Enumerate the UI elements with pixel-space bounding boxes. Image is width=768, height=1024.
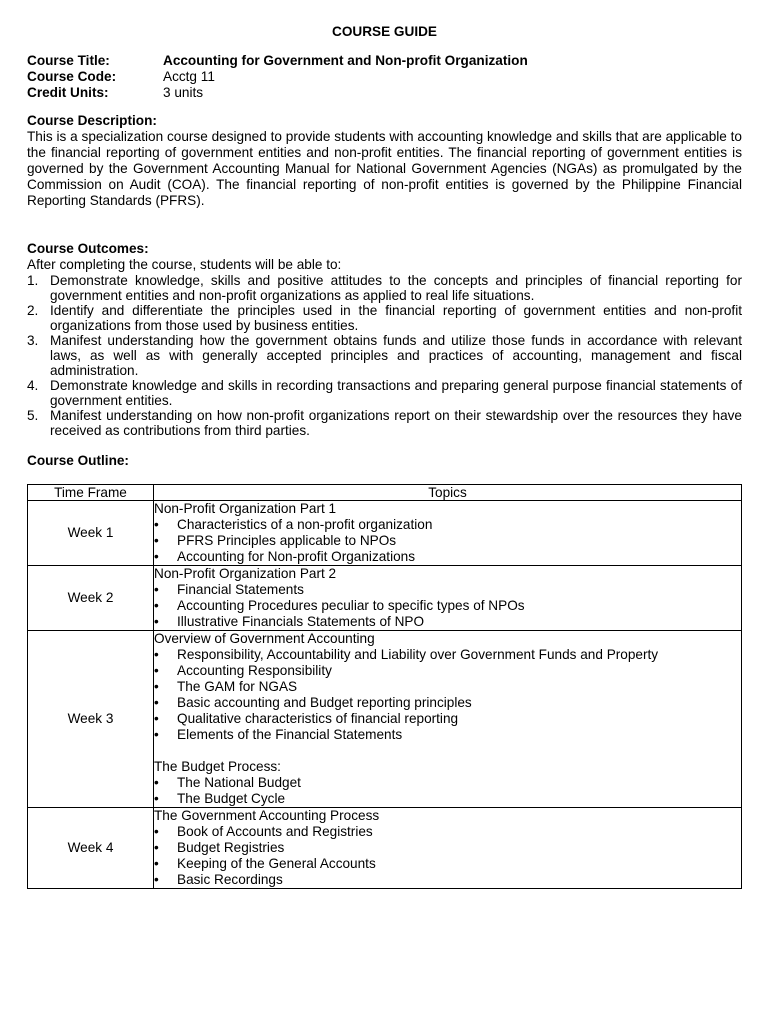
outline-heading: Course Outline: xyxy=(27,453,129,468)
bullet-icon: • xyxy=(154,549,159,564)
topic-text: Accounting for Non-profit Organizations xyxy=(177,549,416,564)
meta-row-code xyxy=(27,69,528,85)
topic-text: Qualitative characteristics of financial reporting xyxy=(177,711,459,726)
topic-text: Keeping of the General Accounts xyxy=(177,856,376,871)
topics-header: Topics xyxy=(154,485,742,501)
outcome-text: Manifest understanding how the government obtains funds and utilize those funds in accordance with relevant laws, as well as with generally accepted principles and practices of accounting, management and fiscal administration. xyxy=(50,333,742,378)
topic-text: Basic Recordings xyxy=(177,872,283,887)
topic-text: The Budget Cycle xyxy=(177,791,286,806)
list-item xyxy=(154,598,741,614)
bullet-icon: • xyxy=(154,711,159,726)
bullet-icon: • xyxy=(154,695,159,710)
topics-cell xyxy=(154,808,742,889)
bullet-icon: • xyxy=(154,775,159,790)
course-meta xyxy=(27,53,528,101)
topic-group-title: The Government Accounting Process xyxy=(154,808,380,823)
bullet-icon: • xyxy=(154,517,159,532)
topic-group-title: Non-Profit Organization Part 2 xyxy=(154,566,337,581)
outcome-text: Demonstrate knowledge and skills in recording transactions and preparing general purpose financial statements of government entities. xyxy=(50,378,742,408)
list-item xyxy=(154,549,741,565)
bullet-icon: • xyxy=(154,872,159,887)
topic-text: PFRS Principles applicable to NPOs xyxy=(177,533,397,548)
bullet-icon: • xyxy=(154,856,159,871)
time-frame-cell: Week 1 xyxy=(28,501,154,566)
bullet-icon: • xyxy=(154,582,159,597)
description-text: This is a specialization course designed to provide students with accounting knowledge and skills that are applicable to the financial reporting of government entities and non-profit entities. The financial reporting of government entities is governed by the Government Accounting Manual for National Government Agencies (NGAs) as promulgated by the Commission on Audit (COA). The financial reporting of non-profit entities is governed by the Philippine Financial Reporting Standards (PFRS). xyxy=(27,129,742,208)
course-title-value: Accounting for Government and Non-profit Organization xyxy=(163,53,528,68)
topic-text: Accounting Responsibility xyxy=(177,663,332,678)
outcomes-heading: Course Outcomes: xyxy=(27,241,149,256)
course-outline-table xyxy=(27,484,742,889)
meta-row-units xyxy=(27,85,528,101)
topics-cell xyxy=(154,566,742,631)
table-row xyxy=(28,566,742,631)
credit-units-value: 3 units xyxy=(163,85,204,100)
bullet-icon: • xyxy=(154,647,159,662)
outline-body xyxy=(28,501,742,889)
outcome-number: 1. xyxy=(27,273,39,288)
time-frame-cell: Week 2 xyxy=(28,566,154,631)
time-frame-cell: Week 4 xyxy=(28,808,154,889)
time-frame-cell: Week 3 xyxy=(28,631,154,808)
list-item xyxy=(154,517,741,533)
outcome-item xyxy=(27,408,742,438)
topic-text: The National Budget xyxy=(177,775,301,790)
topic-text: Basic accounting and Budget reporting principles xyxy=(177,695,472,710)
outcome-number: 4. xyxy=(27,378,39,393)
outcome-item xyxy=(27,303,742,333)
outcomes-intro: After completing the course, students will be able to: xyxy=(27,257,342,272)
topics-cell xyxy=(154,631,742,808)
bullet-icon: • xyxy=(154,679,159,694)
table-header-row xyxy=(28,485,742,501)
outcomes-list xyxy=(27,273,742,438)
list-item xyxy=(154,727,741,743)
topic-group-title: Non-Profit Organization Part 1 xyxy=(154,501,337,516)
bullet-icon: • xyxy=(154,663,159,678)
outcome-item xyxy=(27,273,742,303)
topic-text: Book of Accounts and Registries xyxy=(177,824,373,839)
topic-text: Responsibility, Accountability and Liability over Government Funds and Property xyxy=(177,647,659,662)
bullet-icon: • xyxy=(154,840,159,855)
list-item xyxy=(154,679,741,695)
time-frame-header: Time Frame xyxy=(28,485,154,501)
bullet-icon: • xyxy=(154,824,159,839)
list-item xyxy=(154,533,741,549)
bullet-icon: • xyxy=(154,598,159,613)
meta-row-title xyxy=(27,53,528,69)
bullet-icon: • xyxy=(154,533,159,548)
list-item xyxy=(154,695,741,711)
topics-cell xyxy=(154,501,742,566)
table-row xyxy=(28,631,742,808)
list-item xyxy=(154,872,741,888)
outcome-item xyxy=(27,378,742,408)
topic-text: Illustrative Financials Statements of NPO xyxy=(177,614,425,629)
list-item xyxy=(154,856,741,872)
table-row xyxy=(28,501,742,566)
topic-list xyxy=(154,647,741,743)
table-row xyxy=(28,808,742,889)
topic-list xyxy=(154,775,741,807)
list-item xyxy=(154,840,741,856)
course-code-value: Acctg 11 xyxy=(163,69,215,84)
credit-units-label: Credit Units: xyxy=(27,85,109,100)
topic-text: Budget Registries xyxy=(177,840,285,855)
topic-text: The GAM for NGAS xyxy=(177,679,298,694)
group-spacer xyxy=(154,743,741,759)
outcome-text: Identify and differentiate the principles used in the financial reporting of government entities and non-profit organizations from those used by business entities. xyxy=(50,303,742,333)
bullet-icon: • xyxy=(154,791,159,806)
list-item xyxy=(154,791,741,807)
course-title-label: Course Title: xyxy=(27,53,110,68)
description-heading: Course Description: xyxy=(27,113,157,128)
list-item xyxy=(154,663,741,679)
topic-text: Elements of the Financial Statements xyxy=(177,727,403,742)
outcome-text: Demonstrate knowledge, skills and positive attitudes to the concepts and principles of financial reporting for government entities and non-profit organizations as applied to real life situations. xyxy=(50,273,742,303)
topic-list xyxy=(154,824,741,888)
topic-group-title: The Budget Process: xyxy=(154,759,281,774)
list-item xyxy=(154,711,741,727)
outcome-text: Manifest understanding on how non-profit organizations report on their stewardship over the resources they have received as contributions from third parties. xyxy=(50,408,742,438)
outcome-number: 2. xyxy=(27,303,39,318)
outcome-item xyxy=(27,333,742,378)
topic-text: Accounting Procedures peculiar to specific types of NPOs xyxy=(177,598,525,613)
topic-list xyxy=(154,582,741,630)
topic-list xyxy=(154,517,741,565)
course-description xyxy=(27,113,742,209)
course-code-label: Course Code: xyxy=(27,69,117,84)
document-title: COURSE GUIDE xyxy=(332,24,437,39)
course-outcomes xyxy=(27,241,742,438)
outcome-number: 5. xyxy=(27,408,39,423)
outcome-number: 3. xyxy=(27,333,39,348)
list-item xyxy=(154,614,741,630)
list-item xyxy=(154,824,741,840)
list-item xyxy=(154,582,741,598)
list-item xyxy=(154,775,741,791)
list-item xyxy=(154,647,741,663)
topic-text: Characteristics of a non-profit organization xyxy=(177,517,433,532)
bullet-icon: • xyxy=(154,614,159,629)
topic-group-title: Overview of Government Accounting xyxy=(154,631,375,646)
bullet-icon: • xyxy=(154,727,159,742)
topic-text: Financial Statements xyxy=(177,582,304,597)
